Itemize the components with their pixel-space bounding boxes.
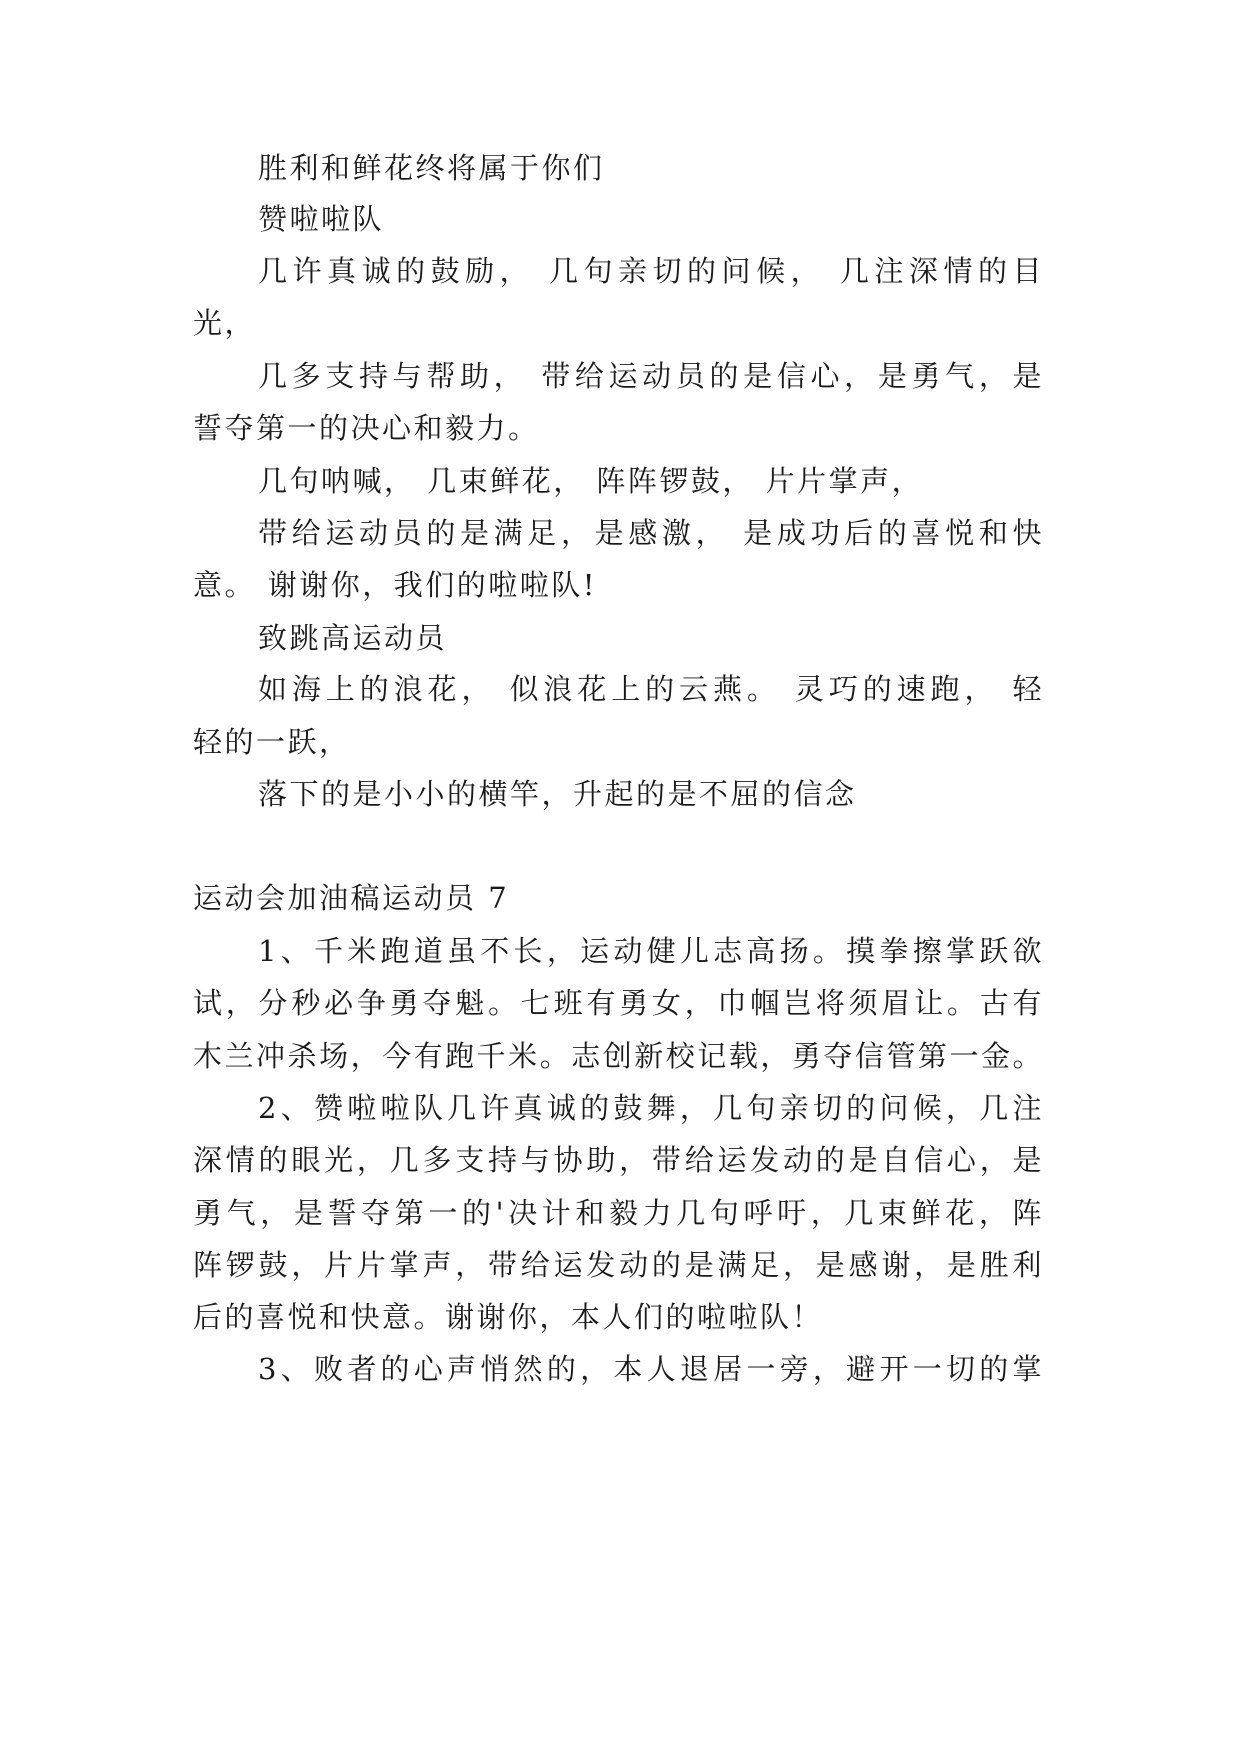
text-line: 落下的是小小的横竿，升起的是不屈的信念 [258, 777, 857, 811]
text-line: 轻的一跃， [193, 725, 351, 759]
text-line: 1、千米跑道虽不长，运动健儿志高扬。摸拳擦掌跃欲 [258, 934, 1044, 968]
text-line: 深情的眼光，几多支持与协助，带给运发动的是自信心，是 [193, 1143, 1044, 1177]
text-line: 几许真诚的鼓励， 几句亲切的问候， 几注深情的目 [258, 254, 1044, 288]
text-line: 如海上的浪花， 似浪花上的云燕。 灵巧的速跑， 轻 [258, 672, 1044, 706]
text-line: 几句呐喊， 几束鲜花， 阵阵锣鼓， 片片掌声， [258, 464, 924, 498]
text-line: 带给运动员的是满足，是感激， 是成功后的喜悦和快 [258, 516, 1044, 550]
text-line: 阵锣鼓，片片掌声，带给运发动的是满足，是感谢，是胜利 [193, 1248, 1044, 1282]
text-line: 光， [193, 306, 257, 340]
text-line: 后的喜悦和快意。谢谢你，本人们的啦啦队！ [193, 1300, 824, 1334]
text-line: 胜利和鲜花终将属于你们 [258, 151, 605, 185]
section-heading: 运动会加油稿运动员 7 [193, 881, 510, 915]
text-line: 几多支持与帮助， 带给运动员的是信心，是勇气，是 [258, 359, 1044, 393]
text-line: 2、赞啦啦队几许真诚的鼓舞，几句亲切的问候，几注 [258, 1091, 1044, 1125]
text-line: 赞啦啦队 [258, 202, 385, 236]
text-line: 3、败者的心声悄然的，本人退居一旁，避开一切的掌 [258, 1352, 1044, 1386]
text-line: 誓夺第一的决心和毅力。 [193, 411, 540, 445]
text-line: 勇气，是誓夺第一的'决计和毅力几句呼吁，几束鲜花，阵 [193, 1196, 1044, 1230]
text-line: 木兰冲杀场，今有跑千米。志创新校记载，勇夺信管第一金。 [193, 1039, 1044, 1073]
text-line: 试，分秒必争勇夺魁。七班有勇女，巾帼岂将须眉让。古有 [193, 986, 1044, 1020]
text-line: 意。 谢谢你，我们的啦啦队! [193, 568, 597, 602]
text-line: 致跳高运动员 [258, 621, 448, 655]
